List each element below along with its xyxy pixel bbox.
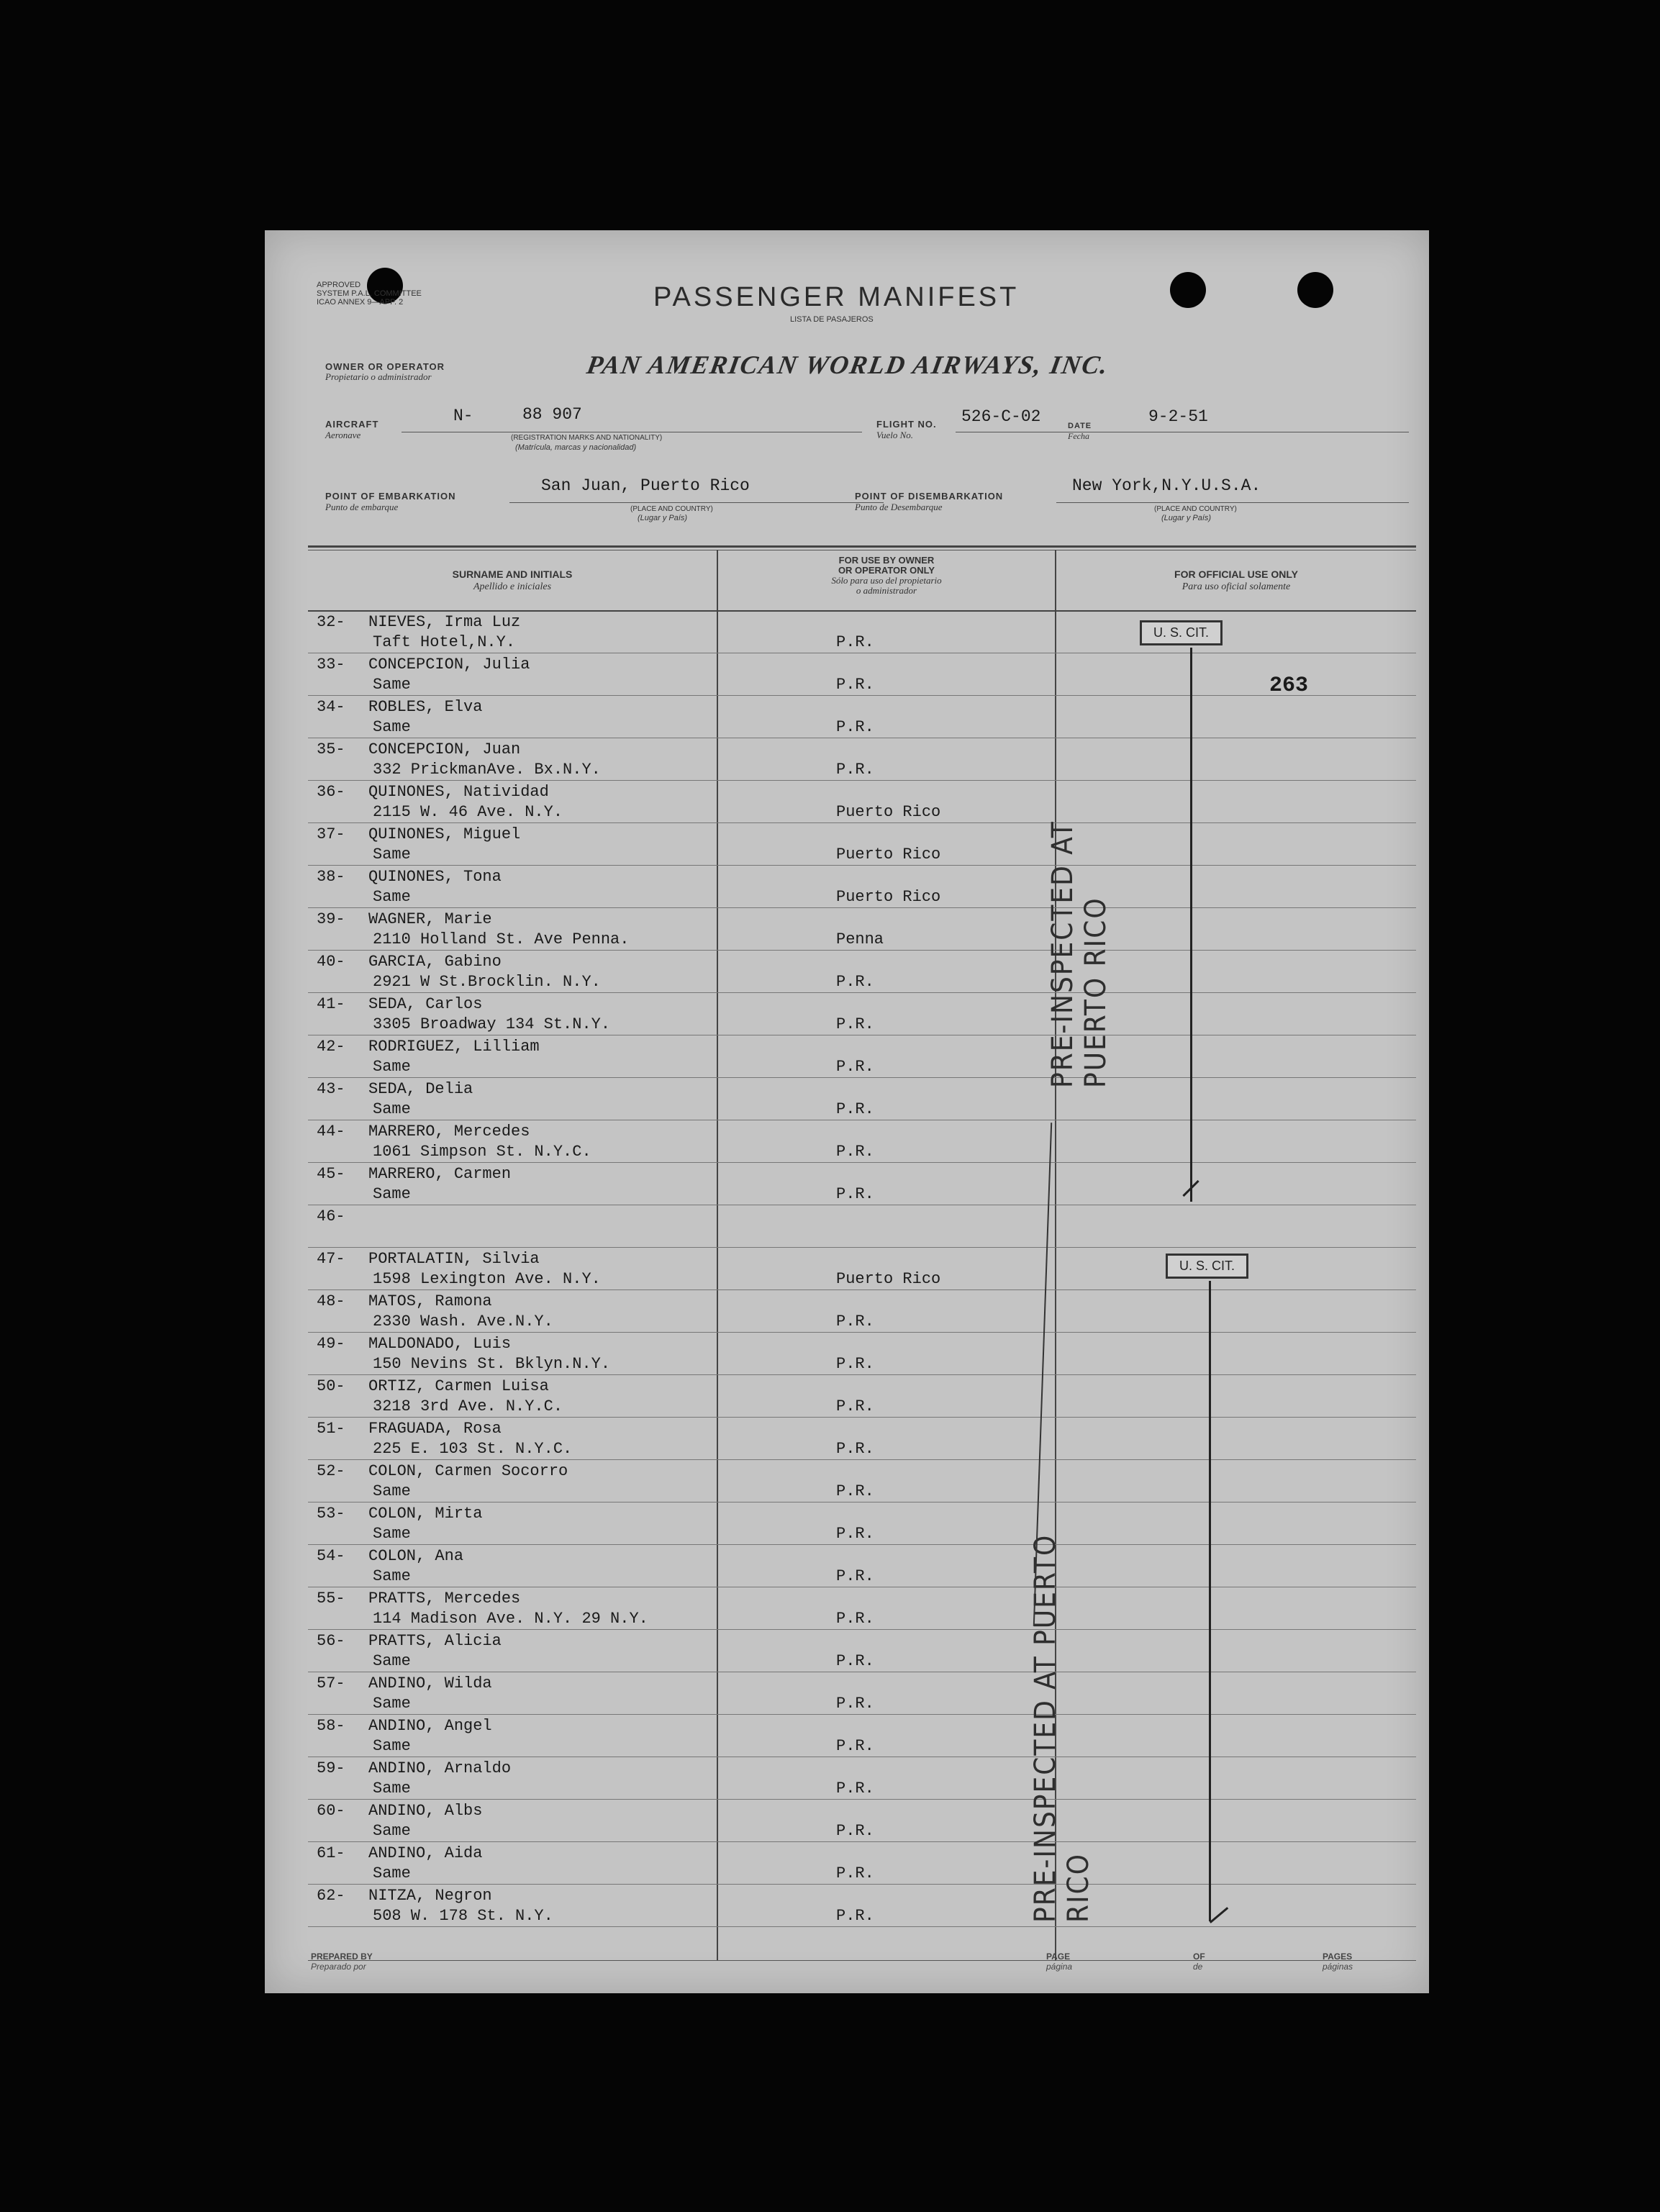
embark-label: POINT OF EMBARKATION — [325, 491, 456, 502]
page-title: PASSENGER MANIFEST — [653, 282, 1020, 312]
row-rule — [308, 780, 1416, 781]
row-number: 45- — [317, 1165, 345, 1183]
row-rule — [308, 865, 1416, 866]
row-number: 40- — [317, 953, 345, 971]
row-number: 32- — [317, 613, 345, 631]
row-rule — [308, 1714, 1416, 1715]
column-header-label: FOR OFFICIAL USE ONLY — [1174, 568, 1298, 580]
passenger-name: NITZA, Negron — [368, 1887, 492, 1905]
passenger-address: Taft Hotel,N.Y. — [373, 633, 516, 651]
row-number: 49- — [317, 1335, 345, 1353]
passenger-name: COLON, Ana — [368, 1547, 464, 1565]
disembark-value: New York,N.Y.U.S.A. — [1072, 476, 1261, 495]
passenger-origin: P.R. — [836, 1440, 874, 1458]
of-label-es: de — [1193, 1962, 1203, 1972]
passenger-origin: P.R. — [836, 1610, 874, 1628]
column-header-operator — [718, 556, 1055, 596]
row-number: 38- — [317, 868, 345, 886]
row-number: 37- — [317, 825, 345, 843]
page-label-es: página — [1046, 1962, 1073, 1972]
airline-name: PAN AMERICAN WORLD AIRWAYS, INC. — [584, 350, 1112, 379]
passenger-origin: P.R. — [836, 1695, 874, 1713]
disembark-underline — [1056, 502, 1409, 503]
disembark-note-es: (Lugar y País) — [1161, 514, 1212, 522]
passenger-origin: P.R. — [836, 1567, 874, 1585]
passenger-origin: P.R. — [836, 718, 874, 736]
passenger-name: MARRERO, Carmen — [368, 1165, 512, 1183]
passenger-name: CONCEPCION, Juan — [368, 740, 521, 758]
embark-value: San Juan, Puerto Rico — [541, 476, 750, 495]
passenger-name: MATOS, Ramona — [368, 1292, 492, 1310]
passenger-name: QUINONES, Tona — [368, 868, 502, 886]
row-rule — [308, 1841, 1416, 1842]
row-rule — [308, 1884, 1416, 1885]
row-rule — [308, 1417, 1416, 1418]
citizen-count: 263 — [1269, 674, 1309, 698]
passenger-address: 2115 W. 46 Ave. N.Y. — [373, 803, 563, 821]
passenger-name: SEDA, Carlos — [368, 995, 483, 1013]
passenger-address: 114 Madison Ave. N.Y. 29 N.Y. — [373, 1610, 648, 1628]
passenger-address: 2921 W St.Brocklin. N.Y. — [373, 973, 601, 991]
passenger-address: Same — [373, 1695, 411, 1713]
row-rule — [308, 1629, 1416, 1630]
disembark-label: POINT OF DISEMBARKATION — [855, 491, 1004, 502]
passenger-address: 150 Nevins St. Bklyn.N.Y. — [373, 1355, 611, 1373]
passenger-name: ANDINO, Angel — [368, 1717, 492, 1735]
aircraft-prefix: N- — [453, 407, 473, 425]
embark-label-es: Punto de embarque — [325, 502, 399, 512]
passenger-origin: P.R. — [836, 1780, 874, 1798]
passenger-origin: P.R. — [836, 676, 874, 694]
disembark-note: (PLACE AND COUNTRY) — [1154, 505, 1237, 513]
column-divider — [717, 550, 718, 1960]
passenger-origin: P.R. — [836, 1313, 874, 1331]
aircraft-label-es: Aeronave — [325, 430, 361, 440]
column-header-label-es: Apellido e iniciales — [473, 581, 552, 592]
row-number: 35- — [317, 740, 345, 758]
flight-value: 526-C-02 — [961, 407, 1041, 426]
passenger-origin: P.R. — [836, 1143, 874, 1161]
passenger-name: ANDINO, Albs — [368, 1802, 483, 1820]
row-number: 42- — [317, 1038, 345, 1056]
row-rule — [308, 1162, 1416, 1163]
aircraft-note-es: (Matrícula, marcas y nacionalidad) — [515, 443, 637, 452]
row-number: 48- — [317, 1292, 345, 1310]
passenger-name: RODRIGUEZ, Lilliam — [368, 1038, 540, 1056]
disembark-label-es: Punto de Desembarque — [855, 502, 943, 512]
passenger-name: GARCIA, Gabino — [368, 953, 502, 971]
passenger-origin: Puerto Rico — [836, 803, 941, 821]
row-number: 58- — [317, 1717, 345, 1735]
column-header-label: FOR USE BY OWNER — [838, 555, 935, 566]
bracket-line — [1190, 648, 1192, 1202]
row-rule — [308, 1247, 1416, 1248]
row-number: 43- — [317, 1080, 345, 1098]
manifest-sheet — [265, 230, 1429, 1993]
passenger-name: FRAGUADA, Rosa — [368, 1420, 502, 1438]
passenger-origin: P.R. — [836, 761, 874, 779]
row-number: 41- — [317, 995, 345, 1013]
date-label-es: Fecha — [1068, 431, 1089, 441]
column-header-label: SURNAME AND INITIALS — [452, 568, 573, 580]
row-rule — [308, 907, 1416, 908]
row-number: 61- — [317, 1844, 345, 1862]
owner-label: OWNER OR OPERATOR — [325, 361, 445, 372]
passenger-name: WAGNER, Marie — [368, 910, 492, 928]
passenger-address: 1598 Lexington Ave. N.Y. — [373, 1270, 601, 1288]
page-label: PAGE — [1046, 1952, 1071, 1962]
passenger-address: Same — [373, 676, 411, 694]
approval-line: ICAO ANNEX 9—APP. 2 — [317, 298, 404, 307]
passenger-address: 332 PrickmanAve. Bx.N.Y. — [373, 761, 601, 779]
passenger-address: Same — [373, 1185, 411, 1203]
passenger-address: Same — [373, 888, 411, 906]
passenger-name: COLON, Mirta — [368, 1505, 483, 1523]
pre-inspected-stamp: PRE-INSPECTED AT PUERTO RICO — [1029, 1533, 1095, 1923]
embark-note: (PLACE AND COUNTRY) — [630, 505, 713, 513]
passenger-name: COLON, Carmen Socorro — [368, 1462, 568, 1480]
embark-note-es: (Lugar y País) — [638, 514, 688, 522]
passenger-name: MALDONADO, Luis — [368, 1335, 512, 1353]
passenger-address: 3305 Broadway 134 St.N.Y. — [373, 1015, 611, 1033]
passenger-address: 2110 Holland St. Ave Penna. — [373, 930, 630, 948]
page-subtitle: LISTA DE PASAJEROS — [790, 315, 874, 324]
row-rule — [308, 695, 1416, 696]
row-number: 33- — [317, 656, 345, 674]
date-value: 9-2-51 — [1148, 407, 1208, 426]
passenger-origin: P.R. — [836, 973, 874, 991]
passenger-name: ROBLES, Elva — [368, 698, 483, 716]
passenger-origin: P.R. — [836, 1185, 874, 1203]
row-number: 46- — [317, 1207, 345, 1225]
row-number: 50- — [317, 1377, 345, 1395]
column-header-label-es: Sólo para uso del propietario — [831, 575, 942, 586]
column-header-label-es: o administrador — [856, 585, 917, 596]
passenger-address: Same — [373, 1737, 411, 1755]
passenger-origin: P.R. — [836, 1652, 874, 1670]
flight-label: FLIGHT NO. — [876, 419, 937, 430]
row-number: 56- — [317, 1632, 345, 1650]
punch-hole — [1297, 272, 1333, 308]
row-rule — [308, 1544, 1416, 1545]
passenger-origin: P.R. — [836, 1355, 874, 1373]
passenger-origin: Penna — [836, 930, 884, 948]
passenger-name: QUINONES, Natividad — [368, 783, 549, 801]
bracket-tick — [1210, 1907, 1228, 1923]
passenger-name: MARRERO, Mercedes — [368, 1123, 530, 1141]
passenger-origin: P.R. — [836, 1525, 874, 1543]
approval-line: APPROVED — [317, 281, 361, 289]
passenger-address: 225 E. 103 St. N.Y.C. — [373, 1440, 573, 1458]
passenger-address: Same — [373, 1482, 411, 1500]
passenger-name: ANDINO, Aida — [368, 1844, 483, 1862]
row-rule — [308, 1799, 1416, 1800]
owner-label-es: Propietario o administrador — [325, 371, 432, 382]
passenger-address: Same — [373, 1864, 411, 1882]
passenger-name: SEDA, Delia — [368, 1080, 473, 1098]
row-rule — [308, 1926, 1416, 1927]
punch-hole — [1170, 272, 1206, 308]
row-rule — [308, 1289, 1416, 1290]
passenger-origin: P.R. — [836, 1907, 874, 1925]
approval-line: SYSTEM P.A.L. COMMITTEE — [317, 289, 422, 298]
passenger-origin: Puerto Rico — [836, 1270, 941, 1288]
passenger-origin: P.R. — [836, 1737, 874, 1755]
passenger-name: ANDINO, Arnaldo — [368, 1759, 512, 1777]
row-rule — [308, 992, 1416, 993]
passenger-address: Same — [373, 846, 411, 864]
passenger-address: Same — [373, 1525, 411, 1543]
passenger-name: ORTIZ, Carmen Luisa — [368, 1377, 549, 1395]
prepared-label: PREPARED BY — [311, 1952, 373, 1962]
row-number: 59- — [317, 1759, 345, 1777]
passenger-name: PRATTS, Mercedes — [368, 1590, 521, 1608]
passenger-address: Same — [373, 1058, 411, 1076]
column-header-label: OR OPERATOR ONLY — [838, 565, 935, 576]
us-citizen-badge: U. S. CIT. — [1166, 1254, 1248, 1279]
passenger-address: 508 W. 178 St. N.Y. — [373, 1907, 553, 1925]
row-rule — [308, 1374, 1416, 1375]
header-separator — [308, 610, 1416, 612]
passenger-name: CONCEPCION, Julia — [368, 656, 530, 674]
aircraft-value: 88 907 — [522, 405, 582, 424]
pre-inspected-stamp: PRE-INSPECTED AT PUERTO RICO — [1046, 820, 1112, 1088]
passenger-origin: P.R. — [836, 1015, 874, 1033]
passenger-name: PRATTS, Alicia — [368, 1632, 502, 1650]
pages-label-es: páginas — [1323, 1962, 1353, 1972]
passenger-address: 1061 Simpson St. N.Y.C. — [373, 1143, 591, 1161]
row-rule — [308, 1332, 1416, 1333]
row-number: 53- — [317, 1505, 345, 1523]
passenger-origin: P.R. — [836, 1482, 874, 1500]
row-number: 51- — [317, 1420, 345, 1438]
passenger-name: QUINONES, Miguel — [368, 825, 521, 843]
passenger-origin: P.R. — [836, 1864, 874, 1882]
row-number: 52- — [317, 1462, 345, 1480]
row-rule — [308, 1077, 1416, 1078]
date-label: DATE — [1068, 422, 1092, 430]
passenger-origin: P.R. — [836, 1100, 874, 1118]
row-number: 62- — [317, 1887, 345, 1905]
footer-rule — [308, 1960, 1416, 1961]
row-rule — [308, 950, 1416, 951]
aircraft-note: (REGISTRATION MARKS AND NATIONALITY) — [511, 434, 663, 442]
passenger-origin: P.R. — [836, 1397, 874, 1415]
passenger-address: Same — [373, 1822, 411, 1840]
passenger-origin: P.R. — [836, 1822, 874, 1840]
passenger-address: Same — [373, 1780, 411, 1798]
approval-block — [317, 281, 422, 307]
passenger-address: Same — [373, 1100, 411, 1118]
passenger-address: Same — [373, 1567, 411, 1585]
prepared-label-es: Preparado por — [311, 1962, 366, 1972]
column-header-official — [1056, 568, 1416, 593]
bracket-line — [1209, 1281, 1211, 1921]
table-top-border — [308, 545, 1416, 548]
row-number: 55- — [317, 1590, 345, 1608]
us-citizen-badge: U. S. CIT. — [1140, 620, 1223, 645]
passenger-address: Same — [373, 718, 411, 736]
passenger-origin: Puerto Rico — [836, 888, 941, 906]
passenger-address: 3218 3rd Ave. N.Y.C. — [373, 1397, 563, 1415]
row-number: 60- — [317, 1802, 345, 1820]
passenger-origin: P.R. — [836, 633, 874, 651]
of-label: OF — [1193, 1952, 1205, 1962]
passenger-name: NIEVES, Irma Luz — [368, 613, 521, 631]
flight-label-es: Vuelo No. — [876, 430, 914, 440]
row-number: 39- — [317, 910, 345, 928]
passenger-name: ANDINO, Wilda — [368, 1674, 492, 1692]
embark-underline — [509, 502, 884, 503]
row-rule — [308, 822, 1416, 823]
passenger-origin: P.R. — [836, 1058, 874, 1076]
row-number: 54- — [317, 1547, 345, 1565]
column-header-label-es: Para uso oficial solamente — [1181, 581, 1291, 592]
aircraft-label: AIRCRAFT — [325, 419, 379, 430]
passenger-address: 2330 Wash. Ave.N.Y. — [373, 1313, 553, 1331]
row-number: 47- — [317, 1250, 345, 1268]
row-number: 36- — [317, 783, 345, 801]
row-rule — [308, 1459, 1416, 1460]
column-header-name — [308, 568, 717, 593]
passenger-origin: Puerto Rico — [836, 846, 941, 864]
passenger-address: Same — [373, 1652, 411, 1670]
row-number: 44- — [317, 1123, 345, 1141]
passenger-name: PORTALATIN, Silvia — [368, 1250, 540, 1268]
row-number: 57- — [317, 1674, 345, 1692]
row-number: 34- — [317, 698, 345, 716]
pages-label: PAGES — [1323, 1952, 1353, 1962]
